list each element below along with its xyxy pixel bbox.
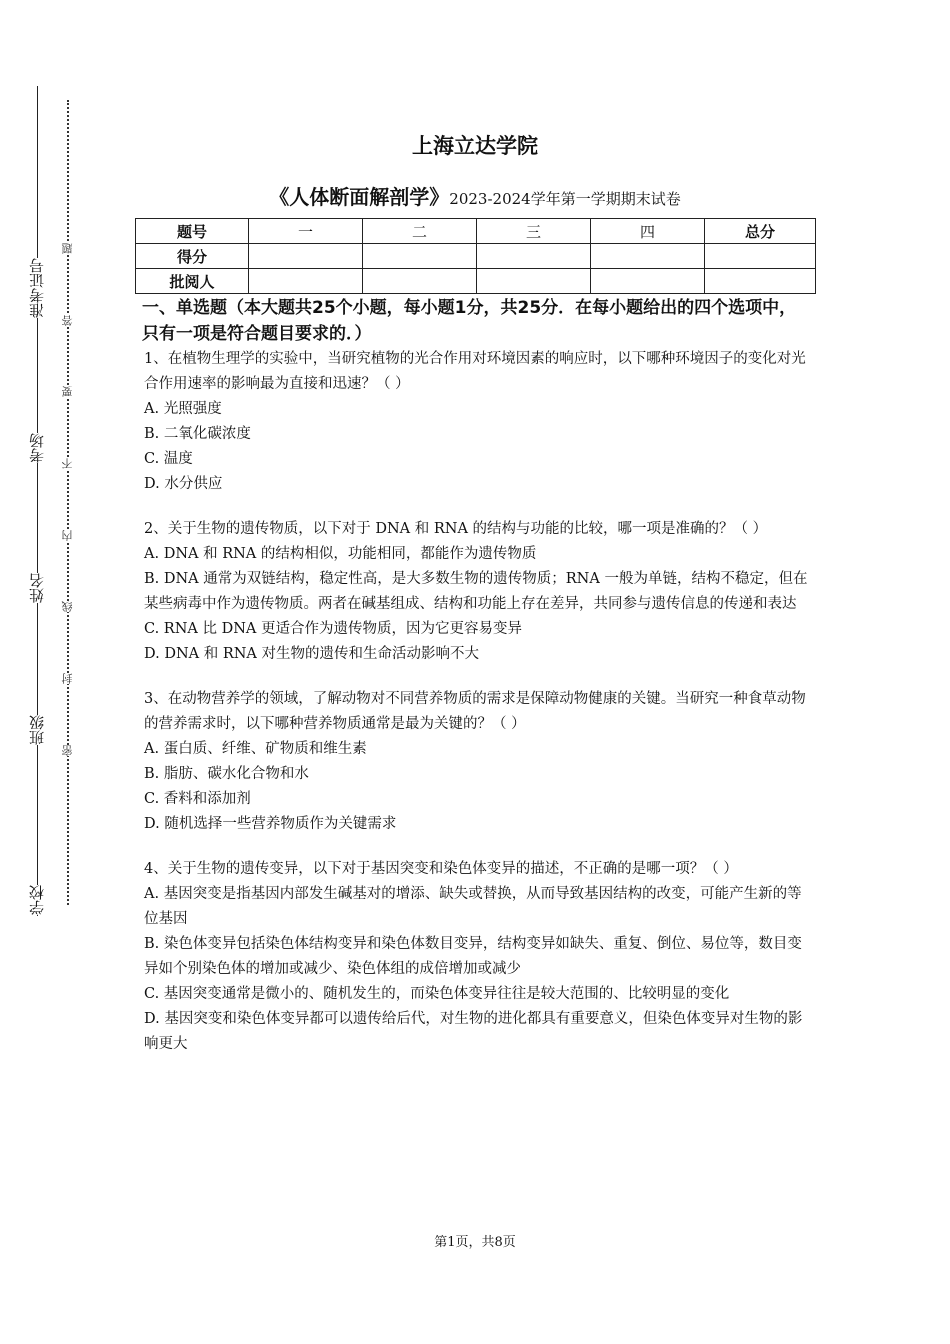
option-c: C. 温度 xyxy=(144,451,193,467)
option-a: A. 光照强度 xyxy=(144,401,222,417)
option-d: D. 基因突变和染色体变异都可以遗传给后代，对生物的进化都具有重要意义，但染色体变异对生物的影响更大 xyxy=(144,1011,803,1052)
grader-row xyxy=(136,269,816,294)
option-c: C. RNA 比 DNA 更适合作为遗传物质，因为它更容易变异 xyxy=(144,621,522,637)
option-a: A. DNA 和 RNA 的结构相似，功能相同，都能作为遗传物质 xyxy=(144,546,537,562)
score-cell xyxy=(591,244,705,269)
school-name: 上海立达学院 xyxy=(412,134,538,158)
grader-cell xyxy=(477,269,591,294)
question-stem: 2、关于生物的遗传物质，以下对于 DNA 和 RNA 的结构与功能的比较，哪一项是准确的？（ ） xyxy=(144,521,768,537)
binding-line xyxy=(37,86,38,916)
score-cell xyxy=(249,244,363,269)
grader-cell xyxy=(363,269,477,294)
question-3 xyxy=(144,687,809,837)
grader-cell xyxy=(591,269,705,294)
margin-field-exam-id: 准考证号 xyxy=(20,258,54,318)
exam-content xyxy=(144,295,809,1057)
question-stem: 1、在植物生理学的实验中，当研究植物的光合作用对环境因素的响应时，以下哪种环境因子的变化对光合作用速率的影响最为直接和迅速？（ ） xyxy=(144,351,806,392)
option-d: D. 水分供应 xyxy=(144,476,223,492)
seal-word: 题 xyxy=(59,243,77,254)
option-c: C. 基因突变通常是微小的、随机发生的，而染色体变异往往是较大范围的、比较明显的变化 xyxy=(144,986,730,1002)
score-table-header-row xyxy=(136,219,816,244)
seal-dotted-line xyxy=(67,100,69,905)
score-cell xyxy=(363,244,477,269)
option-a: A. 基因突变是指基因内部发生碱基对的增添、缺失或替换，从而导致基因结构的改变，可能产生新的等位基因 xyxy=(144,886,802,927)
question-stem: 3、在动物营养学的领域，了解动物对不同营养物质的需求是保障动物健康的关键。当研究一种食草动物的营养需求时，以下哪种营养物质通常是最为关键的？（ ） xyxy=(144,691,806,732)
score-col-header: 总分 xyxy=(705,219,816,244)
question-1 xyxy=(144,347,809,497)
course-name: 《人体断面解剖学》 xyxy=(269,185,450,209)
score-cell xyxy=(705,244,816,269)
grader-cell xyxy=(249,269,363,294)
option-a: A. 蛋白质、纤维、矿物质和维生素 xyxy=(144,741,367,757)
seal-word: 不 xyxy=(59,458,77,469)
seal-word: 封 xyxy=(59,673,77,684)
page-footer: 第1页，共8页 xyxy=(434,1235,516,1250)
question-4 xyxy=(144,857,809,1057)
score-cell xyxy=(477,244,591,269)
margin-field-name: 姓名 xyxy=(20,573,54,603)
seal-word: 要 xyxy=(59,386,77,397)
score-col-header: 题号 xyxy=(136,219,249,244)
margin-field-class: 班级 xyxy=(20,715,54,745)
score-table xyxy=(135,218,816,294)
score-col-header: 四 xyxy=(591,219,705,244)
section-title: 一、单选题（本大题共25个小题，每小题1分，共25分．在每小题给出的四个选项中，只有一项是符合题目要求的．） xyxy=(142,298,797,344)
option-b: B. DNA 通常为双链结构，稳定性高，是大多数生物的遗传物质；RNA 一般为单链，结构不稳定，但在某些病毒中作为遗传物质。两者在碱基组成、结构和功能上存在差异，共同参与遗传信息的传递和表达 xyxy=(144,571,808,612)
option-c: C. 香料和添加剂 xyxy=(144,791,251,807)
score-col-header: 一 xyxy=(249,219,363,244)
score-col-header: 二 xyxy=(363,219,477,244)
seal-word: 线 xyxy=(59,601,77,612)
score-row-label: 得分 xyxy=(136,244,249,269)
seal-word: 内 xyxy=(59,530,77,541)
margin-field-exam-room: 考场 xyxy=(20,433,54,463)
seal-word: 答 xyxy=(59,315,77,326)
option-b: B. 脂肪、碳水化合物和水 xyxy=(144,766,309,782)
exam-title xyxy=(0,181,950,210)
margin-field-school: 学校 xyxy=(20,885,54,915)
option-b: B. 染色体变异包括染色体结构变异和染色体数目变异，结构变异如缺失、重复、倒位、易位等，数目变异如个别染色体的增加或减少、染色体组的成倍增加或减少 xyxy=(144,936,802,977)
grader-cell xyxy=(705,269,816,294)
exam-term: 2023-2024学年第一学期期末试卷 xyxy=(449,190,681,208)
option-b: B. 二氧化碳浓度 xyxy=(144,426,251,442)
question-2 xyxy=(144,517,809,667)
seal-word: 密 xyxy=(59,745,77,756)
score-col-header: 三 xyxy=(477,219,591,244)
option-d: D. 随机选择一些营养物质作为关键需求 xyxy=(144,816,397,832)
question-stem: 4、关于生物的遗传变异，以下对于基因突变和染色体变异的描述，不正确的是哪一项？（ ） xyxy=(144,861,738,877)
option-d: D. DNA 和 RNA 对生物的遗传和生命活动影响不大 xyxy=(144,646,480,662)
grader-row-label: 批阅人 xyxy=(136,269,249,294)
score-row xyxy=(136,244,816,269)
